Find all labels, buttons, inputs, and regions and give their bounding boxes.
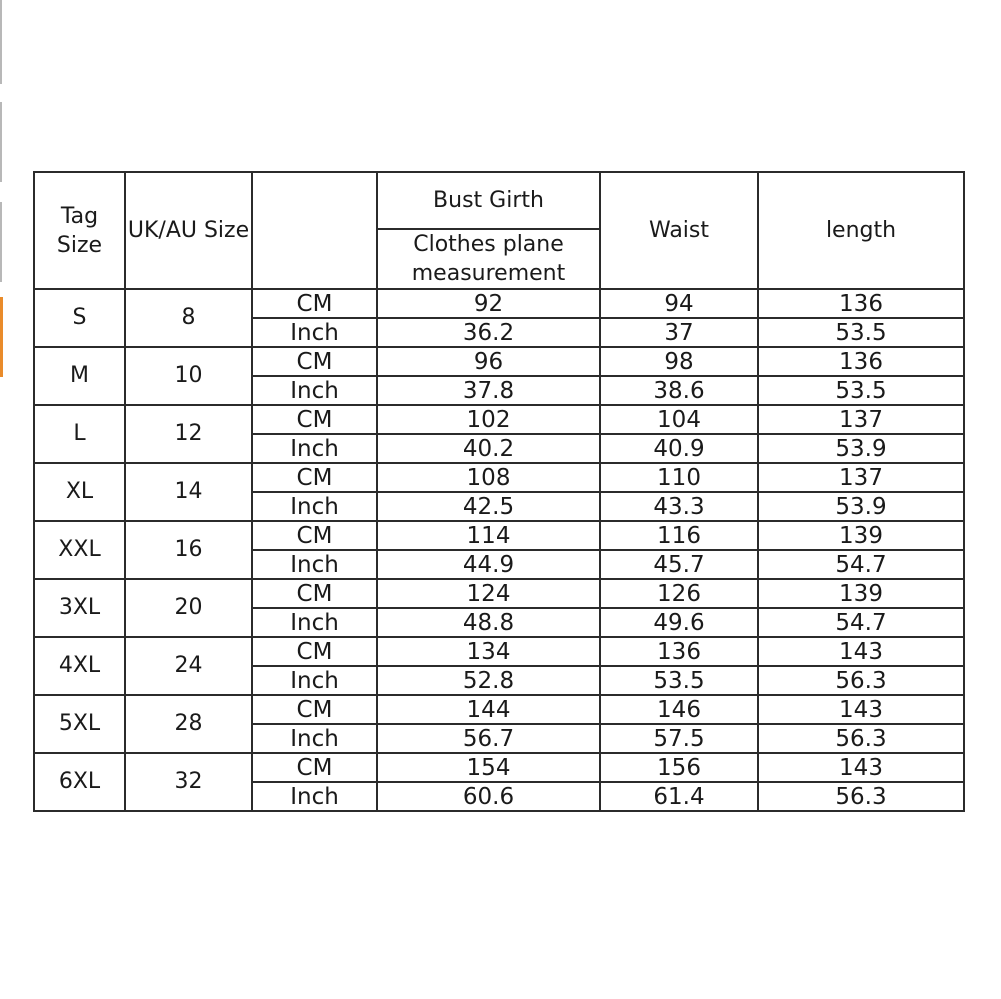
header-uk-au-size: UK/AU Size <box>125 172 252 289</box>
uk-au-size-cell: 10 <box>125 347 252 405</box>
length-cell: 54.7 <box>758 608 964 637</box>
unit-cell: Inch <box>252 782 377 811</box>
header-waist: Waist <box>600 172 758 289</box>
header-unit <box>252 172 377 289</box>
waist-cell: 53.5 <box>600 666 758 695</box>
bust-cell: 144 <box>377 695 600 724</box>
waist-cell: 126 <box>600 579 758 608</box>
table-row <box>34 405 964 434</box>
uk-au-size-cell: 24 <box>125 637 252 695</box>
header-row-top <box>34 172 964 229</box>
unit-cell: Inch <box>252 608 377 637</box>
bust-cell: 42.5 <box>377 492 600 521</box>
unit-cell: Inch <box>252 376 377 405</box>
waist-cell: 94 <box>600 289 758 318</box>
tag-size-cell: M <box>34 347 125 405</box>
waist-cell: 104 <box>600 405 758 434</box>
waist-cell: 38.6 <box>600 376 758 405</box>
uk-au-size-cell: 20 <box>125 579 252 637</box>
bust-cell: 52.8 <box>377 666 600 695</box>
uk-au-size-cell: 32 <box>125 753 252 811</box>
length-cell: 136 <box>758 289 964 318</box>
bust-cell: 36.2 <box>377 318 600 347</box>
length-cell: 136 <box>758 347 964 376</box>
length-cell: 54.7 <box>758 550 964 579</box>
unit-cell: Inch <box>252 492 377 521</box>
unit-cell: CM <box>252 521 377 550</box>
table-row <box>34 753 964 782</box>
tag-size-cell: XL <box>34 463 125 521</box>
unit-cell: CM <box>252 695 377 724</box>
bust-cell: 44.9 <box>377 550 600 579</box>
length-cell: 143 <box>758 637 964 666</box>
header-bust-girth: Bust Girth <box>377 172 600 229</box>
tag-size-cell: L <box>34 405 125 463</box>
header-tag-size: Tag Size <box>34 172 125 289</box>
bust-cell: 48.8 <box>377 608 600 637</box>
bust-cell: 92 <box>377 289 600 318</box>
tag-size-cell: S <box>34 289 125 347</box>
unit-cell: CM <box>252 753 377 782</box>
unit-cell: Inch <box>252 318 377 347</box>
tag-size-cell: 3XL <box>34 579 125 637</box>
unit-cell: CM <box>252 347 377 376</box>
tag-size-cell: 5XL <box>34 695 125 753</box>
table-row <box>34 347 964 376</box>
waist-cell: 110 <box>600 463 758 492</box>
length-cell: 56.3 <box>758 666 964 695</box>
size-chart-table <box>33 171 965 812</box>
table-row <box>34 463 964 492</box>
length-cell: 56.3 <box>758 782 964 811</box>
waist-cell: 40.9 <box>600 434 758 463</box>
waist-cell: 37 <box>600 318 758 347</box>
edge-accent-bar <box>0 297 3 377</box>
bust-cell: 37.8 <box>377 376 600 405</box>
header-length: length <box>758 172 964 289</box>
length-cell: 53.9 <box>758 434 964 463</box>
uk-au-size-cell: 28 <box>125 695 252 753</box>
bust-cell: 102 <box>377 405 600 434</box>
waist-cell: 45.7 <box>600 550 758 579</box>
edge-line-lower <box>0 202 2 282</box>
table-row <box>34 695 964 724</box>
bust-cell: 60.6 <box>377 782 600 811</box>
table-row <box>34 579 964 608</box>
bust-cell: 40.2 <box>377 434 600 463</box>
length-cell: 143 <box>758 695 964 724</box>
waist-cell: 156 <box>600 753 758 782</box>
length-cell: 139 <box>758 579 964 608</box>
waist-cell: 116 <box>600 521 758 550</box>
length-cell: 137 <box>758 463 964 492</box>
bust-cell: 154 <box>377 753 600 782</box>
length-cell: 137 <box>758 405 964 434</box>
uk-au-size-cell: 12 <box>125 405 252 463</box>
waist-cell: 146 <box>600 695 758 724</box>
bust-cell: 124 <box>377 579 600 608</box>
bust-cell: 56.7 <box>377 724 600 753</box>
table-row <box>34 637 964 666</box>
unit-cell: CM <box>252 579 377 608</box>
tag-size-cell: XXL <box>34 521 125 579</box>
bust-cell: 96 <box>377 347 600 376</box>
edge-line-top <box>0 0 2 84</box>
unit-cell: CM <box>252 289 377 318</box>
table-row <box>34 289 964 318</box>
bust-cell: 114 <box>377 521 600 550</box>
table-row <box>34 521 964 550</box>
bust-cell: 134 <box>377 637 600 666</box>
unit-cell: Inch <box>252 724 377 753</box>
unit-cell: CM <box>252 463 377 492</box>
length-cell: 53.5 <box>758 376 964 405</box>
uk-au-size-cell: 8 <box>125 289 252 347</box>
unit-cell: Inch <box>252 434 377 463</box>
edge-line-middle <box>0 102 2 182</box>
length-cell: 53.9 <box>758 492 964 521</box>
waist-cell: 61.4 <box>600 782 758 811</box>
waist-cell: 57.5 <box>600 724 758 753</box>
unit-cell: CM <box>252 405 377 434</box>
unit-cell: Inch <box>252 550 377 579</box>
waist-cell: 136 <box>600 637 758 666</box>
tag-size-cell: 6XL <box>34 753 125 811</box>
length-cell: 143 <box>758 753 964 782</box>
tag-size-cell: 4XL <box>34 637 125 695</box>
waist-cell: 43.3 <box>600 492 758 521</box>
waist-cell: 98 <box>600 347 758 376</box>
length-cell: 56.3 <box>758 724 964 753</box>
uk-au-size-cell: 16 <box>125 521 252 579</box>
uk-au-size-cell: 14 <box>125 463 252 521</box>
unit-cell: Inch <box>252 666 377 695</box>
waist-cell: 49.6 <box>600 608 758 637</box>
header-bust-subtitle: Clothes plane measurement <box>377 229 600 289</box>
length-cell: 53.5 <box>758 318 964 347</box>
unit-cell: CM <box>252 637 377 666</box>
length-cell: 139 <box>758 521 964 550</box>
bust-cell: 108 <box>377 463 600 492</box>
